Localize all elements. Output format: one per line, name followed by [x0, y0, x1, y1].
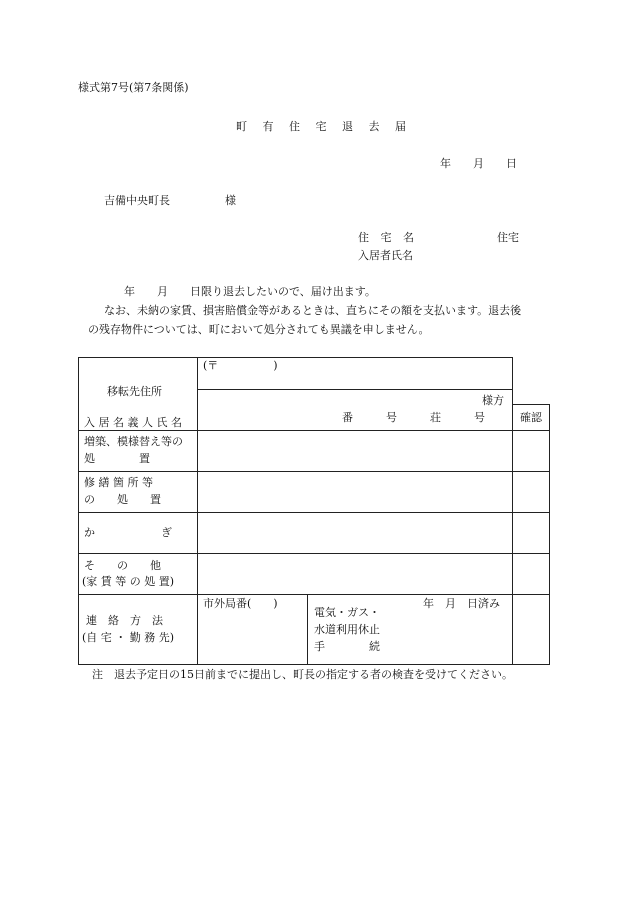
table-line [512, 357, 513, 665]
utility-label-3: 手 続 [314, 640, 380, 653]
footnote: 注 退去予定日の15日前までに提出し、町長の指定する者の検査を受けてください。 [92, 668, 513, 681]
postal-code-mark: (〒 ) [203, 359, 278, 372]
utility-label-2: 水道利用休止 [314, 623, 380, 636]
table-line [78, 594, 550, 595]
table-line [78, 471, 550, 472]
body-line-3: の残存物件については、町において処分されても異議を申しません。 [88, 323, 430, 336]
date-line: 年 月 日 [440, 157, 517, 170]
key-label: か ぎ [84, 526, 172, 539]
other-label-1: そ の 他 [84, 559, 161, 572]
table-line [549, 404, 550, 665]
renovation-label-1: 増築、模様替え等の [84, 435, 183, 448]
table-line [512, 404, 550, 405]
utility-label-1: 電気・ガス・ [314, 606, 380, 619]
addressee: 吉備中央町長 様 [104, 194, 236, 207]
other-label-2: (家 賃 等 の 処 置) [82, 575, 175, 588]
table-line [78, 357, 79, 665]
utility-done-date: 年 月 日済み [423, 597, 500, 610]
table-line [78, 553, 550, 554]
banchi-label: 番 号 荘 号 [342, 411, 485, 424]
contact-label-1: 連 絡 方 法 [86, 614, 163, 627]
phone-area-code-label: 市外局番( ) [203, 597, 278, 610]
housing-name-label: 住 宅 名 [358, 231, 418, 244]
contact-label-2: (自 宅 ・ 勤 務 先) [82, 631, 175, 644]
housing-suffix: 住宅 [497, 231, 519, 244]
repair-label-2: の 処 置 [84, 493, 161, 506]
resident-name-label: 入居者氏名 [358, 249, 413, 262]
repair-label-1: 修 繕 箇 所 等 [84, 476, 153, 489]
table-line [307, 594, 308, 665]
resident-name-label-table: 入 居 名 義 人 氏 名 [84, 416, 182, 429]
table-line [197, 357, 198, 665]
table-line [78, 664, 550, 665]
table-line [78, 512, 550, 513]
form-number: 様式第7号(第7条関係) [78, 81, 189, 94]
renovation-label-2-text: 処 置 [84, 452, 150, 465]
table-line [197, 389, 512, 390]
sama-kata-label: 様方 [482, 394, 504, 407]
body-line-2: なお、未納の家賃、損害賠償金等があるときは、直ちにその額を支払います。退去後 [104, 304, 522, 317]
address-label: 移転先住所 [107, 385, 162, 398]
table-line [78, 357, 512, 358]
body-line-1: 年 月 日限り退去したいので、届け出ます。 [124, 285, 376, 298]
confirm-label: 確認 [520, 411, 542, 424]
renovation-label-2 [84, 453, 190, 464]
form-title: 町 有 住 宅 退 去 届 [236, 120, 412, 133]
table-line [78, 430, 550, 431]
